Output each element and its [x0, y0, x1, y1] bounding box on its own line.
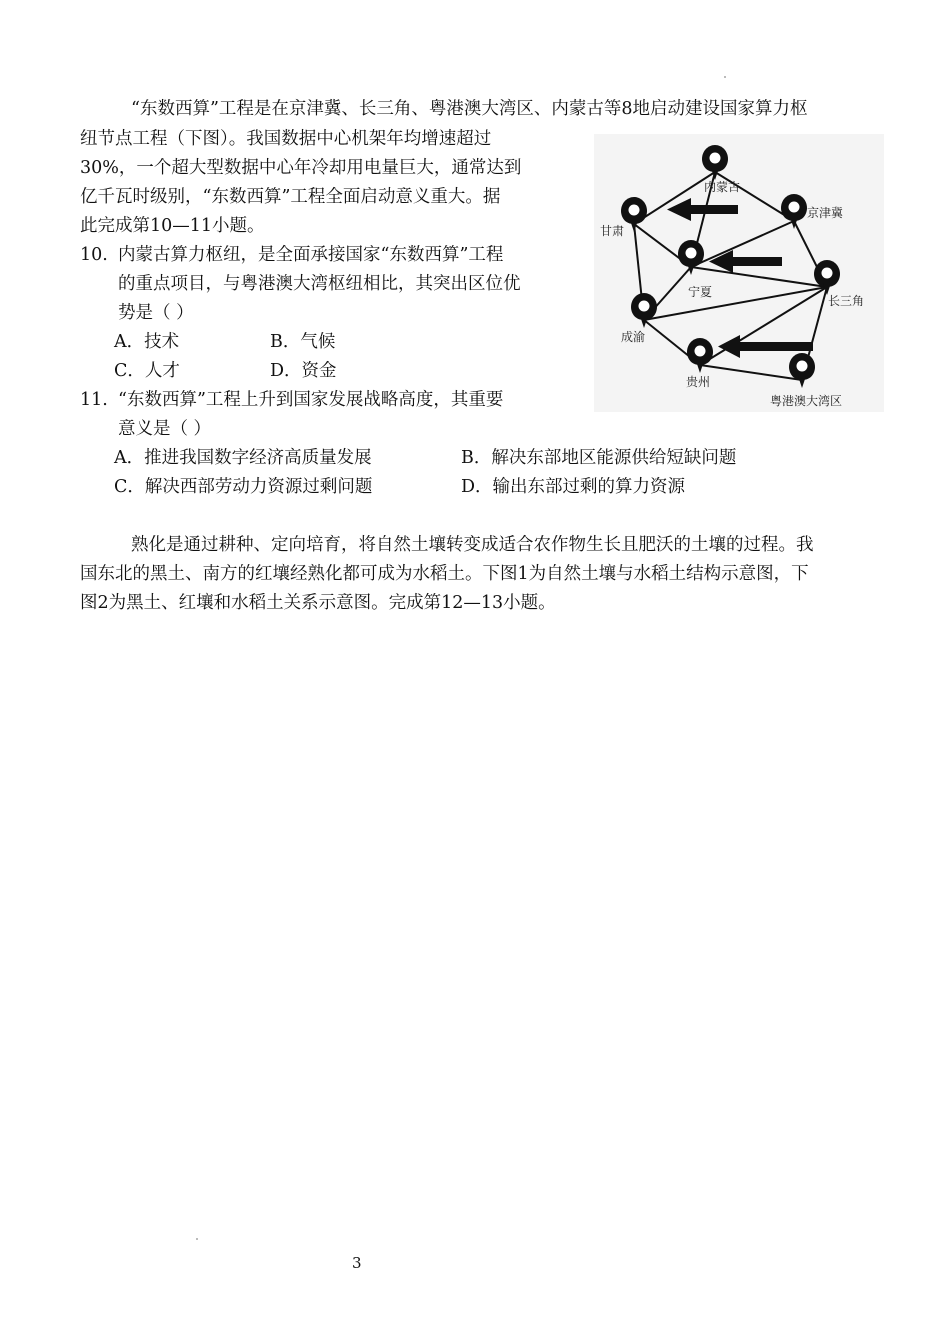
passage2-line-1: 熟化是通过耕种、定向培育，将自然土壤转变成适合农作物生长且肥沃的土壤的过程。我 [131, 535, 814, 555]
question-11-number: 11. [80, 390, 108, 410]
label-jingjinji: 京津冀 [807, 206, 844, 220]
question-10-option-c[interactable]: C．人才 [114, 361, 180, 381]
scan-speck [196, 1238, 198, 1240]
passage2-line-3: 图2为黑土、红壤和水稻土关系示意图。完成第12—13小题。 [80, 593, 556, 613]
label-ningxia: 宁夏 [688, 285, 713, 299]
question-10-option-b[interactable]: B．气候 [270, 332, 336, 352]
question-10-line-1: 内蒙古算力枢纽，是全面承接国家“东数西算”工程 [118, 245, 504, 265]
question-11-option-d[interactable]: D．输出东部过剩的算力资源 [461, 477, 686, 497]
label-gansu: 甘肃 [600, 224, 625, 238]
scan-speck [724, 76, 726, 78]
label-neimenggu: 内蒙古 [704, 180, 741, 194]
question-10-option-a[interactable]: A．技术 [114, 332, 180, 352]
question-10-line-2: 的重点项目，与粤港澳大湾枢纽相比，其突出区位优 [118, 274, 521, 294]
question-11-option-a[interactable]: A．推进我国数字经济高质量发展 [114, 448, 372, 468]
label-guizhou: 贵州 [686, 375, 711, 389]
label-chengyu: 成渝 [621, 330, 646, 344]
passage1-line-5: 此完成第10—11小题。 [80, 216, 265, 236]
question-10-line-3: 势是（ ） [118, 303, 194, 323]
computing-hub-network-diagram [594, 134, 884, 412]
passage2-line-2: 国东北的黑土、南方的红壤经熟化都可成为水稻土。下图1为自然土壤与水稻土结构示意图，下 [80, 564, 809, 584]
question-11-line-1: “东数西算”工程上升到国家发展战略高度，其重要 [118, 390, 504, 410]
passage1-line-3: 30%，一个超大型数据中心年冷却用电量巨大，通常达到 [80, 158, 522, 178]
passage1-line-4: 亿千瓦时级别，“东数西算”工程全面启动意义重大。据 [80, 187, 501, 207]
question-11-line-2: 意义是（ ） [118, 419, 212, 439]
label-changsanjiao: 长三角 [828, 294, 865, 308]
passage1-line-1: “东数西算”工程是在京津冀、长三角、粤港澳大湾区、内蒙古等8地启动建设国家算力枢 [131, 99, 808, 119]
passage1-line-2: 纽节点工程（下图）。我国数据中心机架年均增速超过 [80, 129, 492, 149]
question-10-number: 10. [80, 245, 108, 265]
label-yuegangao: 粤港澳大湾区 [770, 394, 843, 408]
question-10-option-d[interactable]: D．资金 [270, 361, 337, 381]
question-11-option-b[interactable]: B．解决东部地区能源供给短缺问题 [461, 448, 737, 468]
question-11-option-c[interactable]: C．解决西部劳动力资源过剩问题 [114, 477, 373, 497]
page-number: 3 [352, 1254, 362, 1272]
